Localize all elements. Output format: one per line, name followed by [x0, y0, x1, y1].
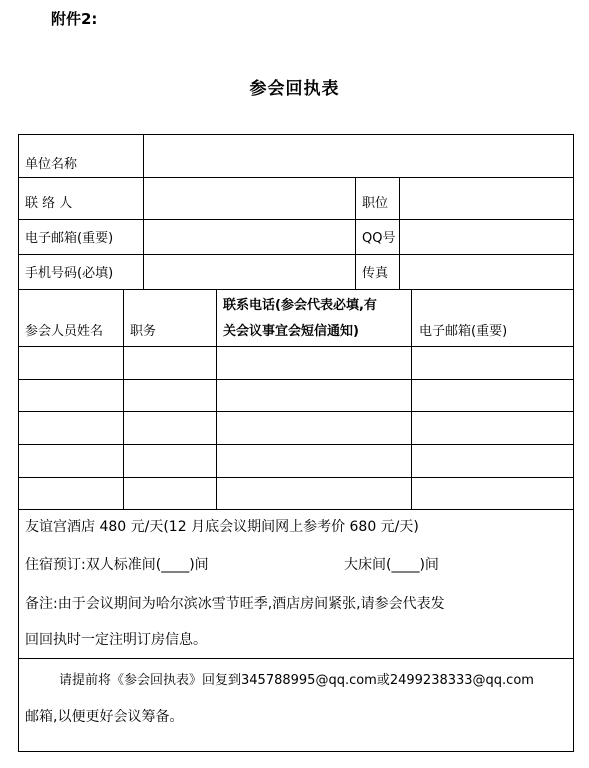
col-divider — [143, 134, 144, 289]
col-divider — [216, 289, 217, 509]
bigbed-label: 大床间( — [344, 557, 392, 573]
attachment-label: 附件2: — [51, 10, 98, 28]
mobile-label: 手机号码(必填) — [25, 266, 114, 281]
qq-label: QQ号 — [362, 231, 396, 246]
hotel-price-line: 友谊宫酒店 480 元/天(12 月底会议期间网上参考价 680 元/天) — [25, 519, 419, 535]
participant-phone-header-line1: 联系电话(参会代表必填,有 — [223, 298, 377, 313]
booking-line — [25, 556, 209, 574]
row-divider — [18, 289, 574, 290]
contact-label: 联 络 人 — [25, 196, 73, 211]
bigbed-line — [344, 556, 439, 574]
unit-name-label: 单位名称 — [25, 157, 78, 172]
row-divider — [18, 346, 574, 347]
mobile-field[interactable] — [146, 257, 352, 287]
row-divider — [18, 658, 574, 659]
row-divider — [18, 444, 574, 445]
double-room-blank[interactable]: ____ — [161, 557, 190, 573]
row-divider — [18, 411, 574, 412]
form-title: 参会回执表 — [249, 79, 340, 99]
email-label: 电子邮箱(重要) — [25, 231, 114, 246]
hotel-note-line1: 备注:由于会议期间为哈尔滨冰雪节旺季,酒店房间紧张,请参会代表发 — [25, 596, 445, 612]
email-field[interactable] — [146, 222, 352, 252]
participant-name-header: 参会人员姓名 — [25, 324, 104, 339]
col-divider — [411, 289, 412, 509]
row-divider — [18, 177, 574, 178]
unit-name-field[interactable] — [146, 137, 570, 175]
participant-email-header: 电子邮箱(重要) — [419, 324, 508, 339]
fax-label: 传真 — [362, 266, 389, 281]
booking-label: 住宿预订:双人标准间( — [25, 557, 162, 573]
participant-phone-header-line2: 关会议事宜会短信通知) — [223, 324, 359, 339]
reply-line1: 请提前将《参会回执表》回复到345788995@qq.com或2499238333@qq.com — [59, 673, 534, 688]
row-divider — [18, 509, 574, 510]
col-divider — [123, 289, 124, 509]
qq-field[interactable] — [402, 222, 570, 252]
row-divider — [18, 254, 574, 255]
position-field[interactable] — [402, 180, 570, 217]
col-divider — [355, 177, 356, 289]
row-divider — [18, 379, 574, 380]
row-divider — [18, 219, 574, 220]
participant-title-header: 职务 — [130, 324, 157, 339]
big-bed-blank[interactable]: ____ — [391, 557, 420, 573]
fax-field[interactable] — [402, 257, 570, 287]
reply-line2: 邮箱,以便更好会议筹备。 — [25, 709, 184, 725]
row-divider — [18, 477, 574, 478]
booking-unit: )间 — [189, 557, 209, 573]
contact-field[interactable] — [146, 180, 352, 217]
hotel-note-line2: 回回执时一定注明订房信息。 — [25, 632, 207, 648]
col-divider — [399, 177, 400, 289]
bigbed-unit: )间 — [419, 557, 439, 573]
position-label: 职位 — [362, 196, 389, 211]
